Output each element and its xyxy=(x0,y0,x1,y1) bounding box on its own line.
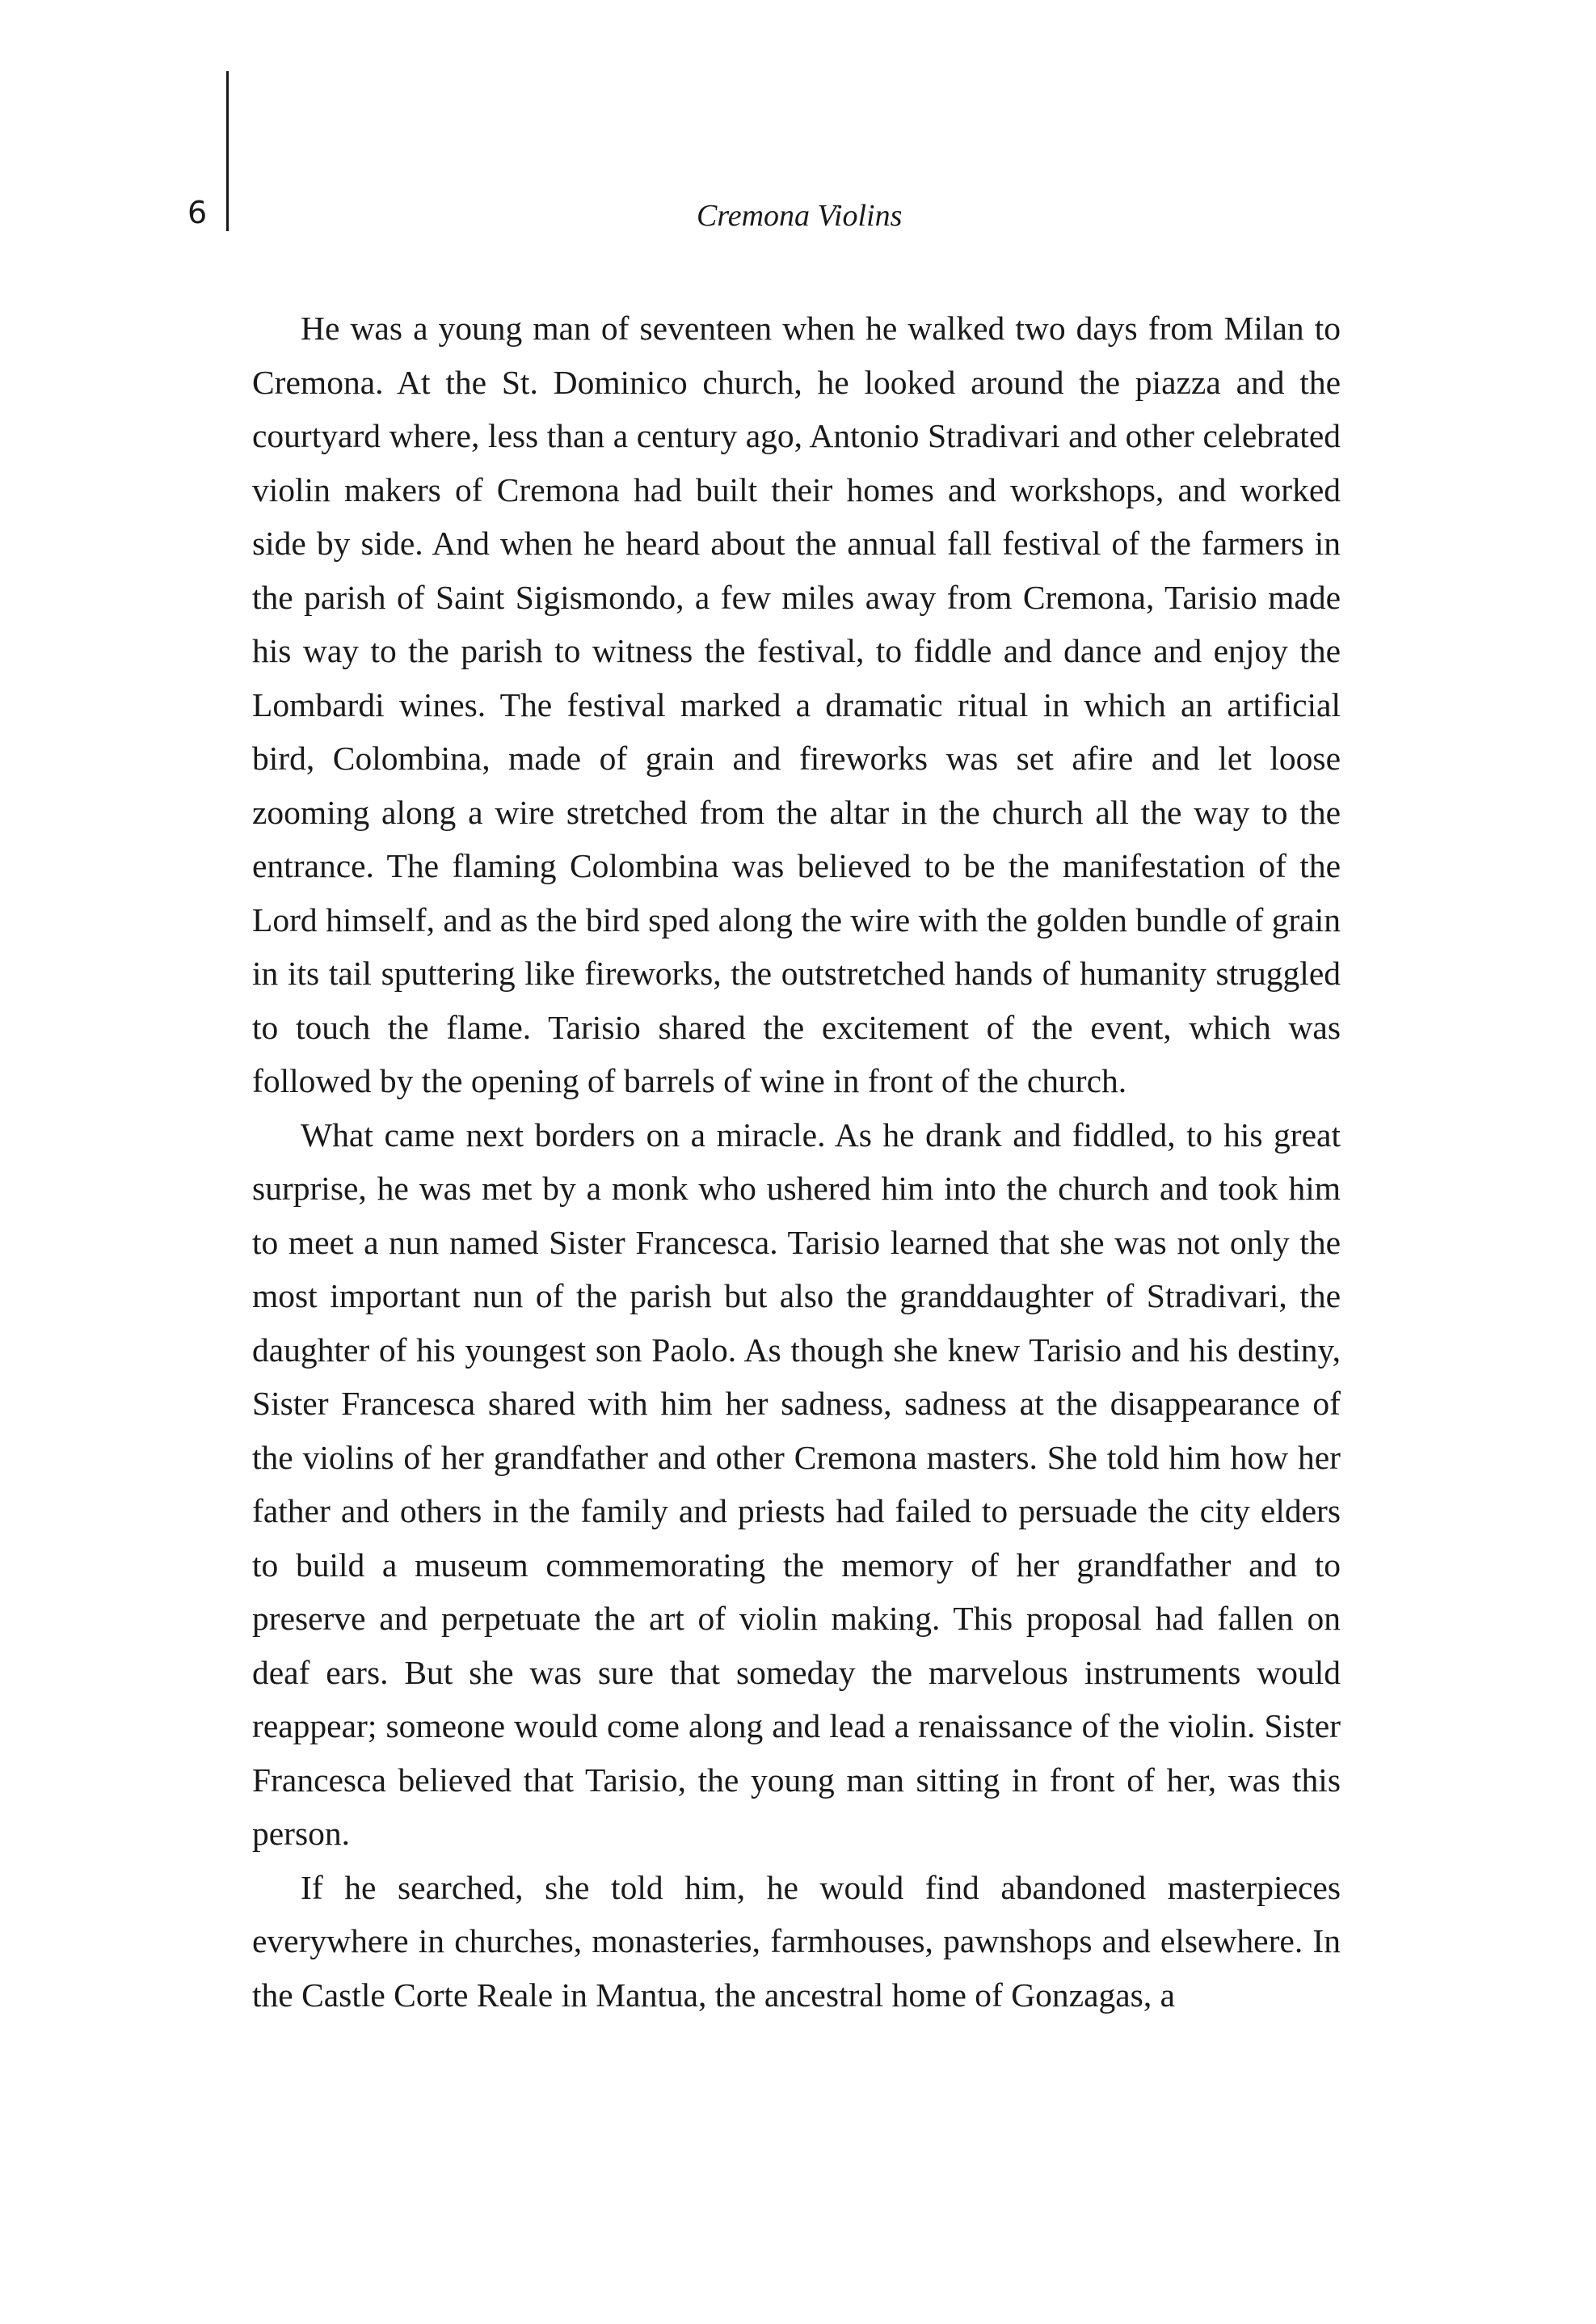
margin-rule xyxy=(226,71,229,231)
paragraph-1: He was a young man of seventeen when he walked two days from Milan to Cremona. At the St. Dominico church, he looked around the piazza and the courtyard where, less than a century ago, Antonio Stradivari and other celebrated violin makers of Cremona had built their homes and workshops, and worked side by side. And when he heard about the annual fall festival of the farmers in the parish of Saint Sigismondo, a few miles away from Cremona, Tarisio made his way to the parish to witness the festival, to fiddle and dance and enjoy the Lombardi wines. The festival marked a dramatic ritual in which an artificial bird, Colombina, made of grain and fireworks was set afire and let loose zooming along a wire stretched from the altar in the church all the way to the entrance. The flaming Colombina was believed to be the manifestation of the Lord himself, and as the bird sped along the wire with the golden bundle of grain in its tail sputtering like fireworks, the outstretched hands of humanity struggled to touch the flame. Tarisio shared the excitement of the event, which was followed by the opening of barrels of wine in front of the church. xyxy=(252,310,1341,1099)
paragraph-3: If he searched, she told him, he would find abandoned masterpieces everywhere in churches, monasteries, farmhouses, pawnshops and elsewhere. In the Castle Corte Reale in Mantua, the ancestral home of Gonzagas, a xyxy=(252,1868,1341,2014)
body-text xyxy=(252,302,1341,2022)
paragraph-2: What came next borders on a miracle. As he drank and fiddled, to his great surprise, he was met by a monk who ushered him into the church and took him to meet a nun named Sister Francesca. Tarisio learned that she was not only the most important nun of the parish but also the granddaughter of Stradivari, the daughter of his youngest son Paolo. As though she knew Tarisio and his destiny, Sister Francesca shared with him her sadness, sadness at the disappearance of the violins of her grandfather and other Cremona masters. She told him how her father and others in the family and priests had failed to persuade the city elders to build a museum commemorating the memory of her grandfather and to preserve and perpetuate the art of violin making. This proposal had fallen on deaf ears. But she was sure that someday the marvelous instruments would reappear; someone would come along and lead a renaissance of the violin. Sister Francesca believed that Tarisio, the young man sitting in front of her, was this person. xyxy=(252,1116,1341,1852)
running-head-title: Cremona Violins xyxy=(697,199,903,233)
page-number: 6 xyxy=(187,195,208,230)
